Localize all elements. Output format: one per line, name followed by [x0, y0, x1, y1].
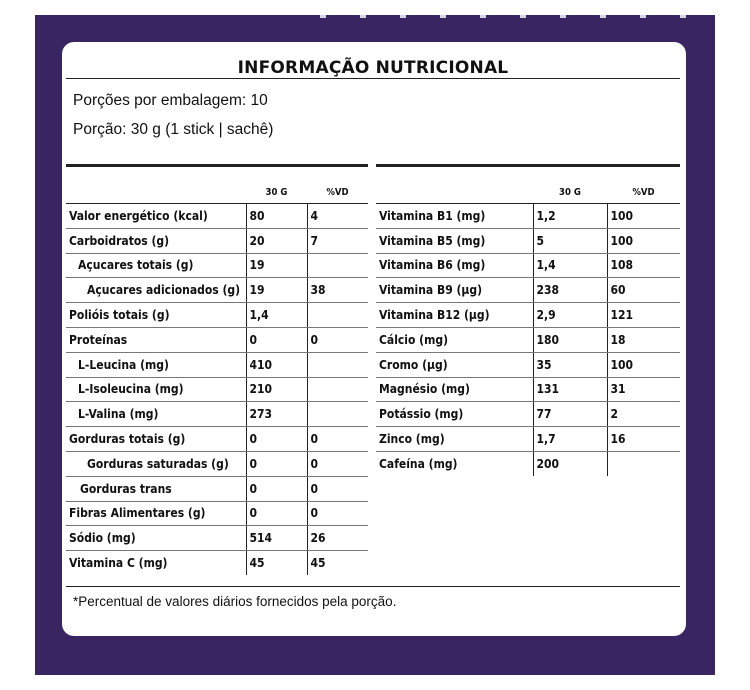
- nutrient-name: Valor energético (kcal): [66, 204, 246, 229]
- table-row: [66, 402, 368, 427]
- nutrient-vd: 4: [307, 204, 368, 229]
- title-rule: [66, 78, 680, 79]
- table-row: [376, 228, 680, 253]
- table-row: [66, 278, 368, 303]
- table-row: [66, 451, 368, 476]
- nutrient-name: L-Valina (mg): [66, 402, 246, 427]
- nutrient-qty: 0: [246, 476, 307, 501]
- table-row: [66, 228, 368, 253]
- table-row: [376, 303, 680, 328]
- nutrient-vd: 108: [607, 253, 680, 278]
- nutrient-qty: 5: [533, 228, 607, 253]
- table-row: [376, 278, 680, 303]
- nutrient-qty: 1,4: [533, 253, 607, 278]
- nutrient-qty: 1,7: [533, 427, 607, 452]
- nutrient-name: Açucares adicionados (g): [66, 278, 246, 303]
- nutrient-name: Carboidratos (g): [66, 228, 246, 253]
- right-table-top-rule: [376, 164, 680, 167]
- table-row: [376, 377, 680, 402]
- nutrient-vd: 100: [607, 228, 680, 253]
- macronutrient-table: [66, 181, 368, 575]
- left-table-top-rule: [66, 164, 368, 167]
- table-row: [66, 253, 368, 278]
- footnote-rule: [66, 586, 680, 587]
- nutrient-name: L-Leucina (mg): [66, 352, 246, 377]
- nutrient-qty: 131: [533, 377, 607, 402]
- nutrient-name: Potássio (mg): [376, 402, 533, 427]
- table-row: [376, 327, 680, 352]
- nutrient-qty: 19: [246, 278, 307, 303]
- nutrient-vd: 26: [307, 526, 368, 551]
- nutrient-name: Vitamina B1 (mg): [376, 204, 533, 229]
- nutrient-vd: 0: [307, 427, 368, 452]
- table-row: [66, 526, 368, 551]
- header-vd: %VD: [607, 181, 680, 204]
- nutrient-vd: [307, 402, 368, 427]
- nutrient-vd: 16: [607, 427, 680, 452]
- nutrient-qty: 77: [533, 402, 607, 427]
- table-row: [66, 303, 368, 328]
- nutrition-title: INFORMAÇÃO NUTRICIONAL: [237, 58, 509, 78]
- table-header-row: [66, 181, 368, 204]
- nutrient-qty: 45: [246, 551, 307, 575]
- table-header-row: [376, 181, 680, 204]
- nutrient-qty: 2,9: [533, 303, 607, 328]
- table-row: [66, 327, 368, 352]
- nutrient-name: Proteínas: [66, 327, 246, 352]
- nutrient-vd: [307, 377, 368, 402]
- nutrient-vd: 0: [307, 451, 368, 476]
- table-row: [66, 551, 368, 575]
- nutrient-vd: 0: [307, 476, 368, 501]
- nutrient-name: Vitamina C (mg): [69, 556, 168, 571]
- nutrient-qty: 200: [533, 451, 607, 475]
- nutrient-vd: 18: [607, 327, 680, 352]
- table-row: [376, 204, 680, 229]
- nutrient-name: Açucares totais (g): [66, 253, 246, 278]
- table-row: [66, 377, 368, 402]
- nutrient-vd: 7: [307, 228, 368, 253]
- nutrient-name: Gorduras totais (g): [66, 427, 246, 452]
- table-row: [376, 427, 680, 452]
- table-row: [376, 352, 680, 377]
- nutrient-qty: 80: [246, 204, 307, 229]
- nutrient-name: Polióis totais (g): [66, 303, 246, 328]
- nutrient-qty: 0: [246, 327, 307, 352]
- nutrient-qty: 1,4: [246, 303, 307, 328]
- nutrient-vd: 100: [607, 204, 680, 229]
- nutrient-name: Fibras Alimentares (g): [66, 501, 246, 526]
- nutrient-qty: 19: [246, 253, 307, 278]
- nutrient-name: Magnésio (mg): [376, 377, 533, 402]
- nutrient-vd: [307, 253, 368, 278]
- nutrient-qty: 273: [246, 402, 307, 427]
- portions-per-package: Porções por embalagem: 10: [73, 92, 268, 109]
- nutrient-name: Gorduras saturadas (g): [66, 451, 246, 476]
- nutrient-vd: 0: [307, 327, 368, 352]
- footnote: *Percentual de valores diários fornecidos pela porção.: [73, 594, 397, 609]
- nutrient-name: Cálcio (mg): [376, 327, 533, 352]
- nutrient-qty: 238: [533, 278, 607, 303]
- nutrient-name: Cromo (µg): [376, 352, 533, 377]
- table-row: [376, 253, 680, 278]
- nutrient-qty: 1,2: [533, 204, 607, 229]
- table-row: [66, 427, 368, 452]
- nutrient-vd: 0: [307, 501, 368, 526]
- nutrient-name: Sódio (mg): [66, 526, 246, 551]
- nutrient-qty: 0: [246, 427, 307, 452]
- nutrient-name: Vitamina B5 (mg): [376, 228, 533, 253]
- table-row: [66, 204, 368, 229]
- nutrient-vd: 38: [307, 278, 368, 303]
- header-name-cell: [376, 181, 533, 204]
- vitamin-mineral-table: [376, 181, 680, 476]
- background-dashes: [320, 15, 690, 18]
- nutrient-vd: 121: [607, 303, 680, 328]
- nutrient-name: L-Isoleucina (mg): [66, 377, 246, 402]
- nutrient-qty: 20: [246, 228, 307, 253]
- nutrient-name: Cafeína (mg): [379, 456, 458, 471]
- table-row: [66, 476, 368, 501]
- nutrient-vd: 60: [607, 278, 680, 303]
- nutrient-vd: [307, 352, 368, 377]
- header-qty: 30 G: [246, 181, 307, 204]
- nutrient-qty: 514: [246, 526, 307, 551]
- nutrient-vd: [307, 303, 368, 328]
- nutrient-qty: 35: [533, 352, 607, 377]
- nutrient-vd: 31: [607, 377, 680, 402]
- table-row: [66, 352, 368, 377]
- nutrient-qty: 210: [246, 377, 307, 402]
- header-name-cell: [66, 181, 246, 204]
- table-row: [66, 501, 368, 526]
- nutrient-qty: 410: [246, 352, 307, 377]
- nutrient-qty: 0: [246, 451, 307, 476]
- portion-size: Porção: 30 g (1 stick | sachê): [73, 121, 274, 138]
- header-qty: 30 G: [533, 181, 607, 204]
- nutrient-name: Vitamina B6 (mg): [376, 253, 533, 278]
- header-vd: %VD: [307, 181, 368, 204]
- nutrient-name: Vitamina B12 (µg): [376, 303, 533, 328]
- nutrient-qty: 0: [246, 501, 307, 526]
- nutrient-vd: 2: [607, 402, 680, 427]
- nutrient-name: Zinco (mg): [376, 427, 533, 452]
- table-row: [376, 451, 680, 475]
- nutrient-qty: 180: [533, 327, 607, 352]
- nutrient-name: Gorduras trans: [66, 476, 246, 501]
- nutrient-vd: 45: [307, 551, 368, 575]
- nutrient-name: Vitamina B9 (µg): [376, 278, 533, 303]
- table-row: [376, 402, 680, 427]
- nutrient-vd: 100: [607, 352, 680, 377]
- nutrient-vd: [607, 451, 680, 475]
